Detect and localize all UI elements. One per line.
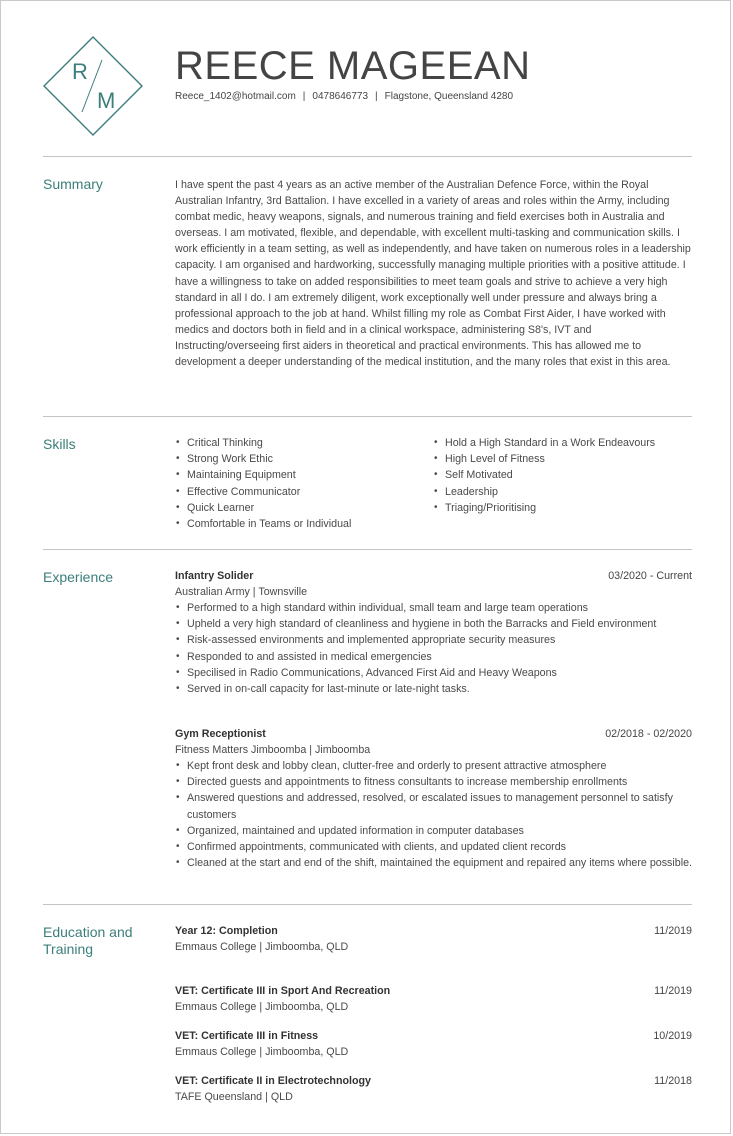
- job-duties: [175, 758, 692, 871]
- institution: TAFE Queensland | QLD: [175, 1091, 293, 1103]
- duty-item: • Performed to a high standard within individual, small team and large team operations: [175, 600, 692, 616]
- duty-item: • Responded to and assisted in medical emergencies: [175, 649, 692, 665]
- contact-separator: |: [375, 91, 378, 102]
- qualification-title: VET: Certificate II in Electrotechnology: [175, 1075, 371, 1087]
- qualification-title: VET: Certificate III in Fitness: [175, 1030, 319, 1042]
- education-entry: [175, 923, 692, 955]
- skill-item: • High Level of Fitness: [433, 451, 655, 467]
- qualification-date: 11/2018: [654, 1075, 692, 1087]
- section-divider: [43, 156, 692, 157]
- monogram-last-letter: M: [97, 88, 116, 113]
- skills-list-right: [433, 435, 655, 516]
- summary-text: I have spent the past 4 years as an active member of the Australian Defence Force, within the Royal Australian Infantry, 3rd Battalion. I have excelled in a variety of areas and roles within the Army, including combat medic, heavy weapons, signals, and numerous training and field exercises both in Australia and overseas. I am motivated, flexible, and dependable, with excellent multi-tasking and communication skills. I work efficiently in a team setting, as well as independently, and have taken on numerous roles in a leadership capacity. I am organised and hardworking, successfully managing multiple priorities with a positive attitude. I have a willingness to take on added responsibilities to meet team goals and strive to achieve a very high standard in all I do. I am extremely diligent, work exceptionally well under pressure and always bring a professional approach to the job at hand. Whilst filling my role as Combat First Aider, I have worked with medics and doctors both in field and in a clinical workspace, administering S8's, IVT and Instructing/overseeing first aiders in theoretical and practical environments. This has allowed me to development a deeper understanding of the medical institution, and the many roles that exist in this area.: [175, 179, 691, 369]
- skill-item: • Leadership: [433, 484, 655, 500]
- experience-heading: Experience: [43, 569, 114, 585]
- institution: Emmaus College | Jimboomba, QLD: [175, 941, 349, 953]
- job-dates: 02/2018 - 02/2020: [605, 728, 692, 740]
- section-divider: [43, 904, 692, 905]
- phone-number[interactable]: 0478646773: [312, 91, 369, 102]
- qualification-title: Year 12: Completion: [175, 925, 278, 937]
- duty-item: • Served in on-call capacity for last-minute or late-night tasks.: [175, 681, 692, 697]
- monogram-first-letter: R: [72, 59, 88, 84]
- skill-item: • Maintaining Equipment: [175, 467, 351, 483]
- job-duties: [175, 600, 692, 697]
- skill-item: • Strong Work Ethic: [175, 451, 351, 467]
- education-entry: [175, 983, 692, 1015]
- contact-separator: |: [302, 91, 306, 102]
- email-link[interactable]: Reece_1402@hotmail.com: [175, 91, 296, 102]
- duty-item: • Risk-assessed environments and implemented appropriate security measures: [175, 632, 692, 648]
- qualification-date: 11/2019: [654, 925, 692, 937]
- institution: Emmaus College | Jimboomba, QLD: [175, 1046, 349, 1058]
- education-heading: Education and Training: [43, 924, 133, 957]
- education-entry: [175, 1028, 692, 1060]
- summary-heading: Summary: [43, 176, 103, 192]
- duty-item: • Kept front desk and lobby clean, clutter-free and orderly to present attractive atmosphere: [175, 758, 692, 774]
- job-title: Gym Receptionist: [175, 728, 266, 740]
- skill-item: • Triaging/Prioritising: [433, 500, 655, 516]
- candidate-name: REECE MAGEEAN: [175, 44, 531, 88]
- location: Flagstone, Queensland 4280: [384, 91, 514, 102]
- duty-item: • Confirmed appointments, communicated with clients, and updated client records: [175, 839, 692, 855]
- duty-item: • Cleaned at the start and end of the shift, maintained the equipment and repaired any items where possible.: [175, 855, 692, 871]
- education-entry: [175, 1073, 692, 1105]
- skills-list-left: [175, 435, 351, 532]
- qualification-title: VET: Certificate III in Sport And Recreation: [175, 985, 391, 997]
- job-dates: 03/2020 - Current: [608, 570, 692, 582]
- duty-item: • Answered questions and addressed, resolved, or escalated issues to management personnel to satisfy customers: [175, 790, 692, 822]
- skill-item: • Critical Thinking: [175, 435, 351, 451]
- institution: Emmaus College | Jimboomba, QLD: [175, 1001, 349, 1013]
- contact-line: [175, 91, 513, 102]
- section-divider: [43, 549, 692, 550]
- section-divider: [43, 416, 692, 417]
- job-entry: [175, 568, 692, 697]
- skill-item: • Effective Communicator: [175, 484, 351, 500]
- skill-item: • Quick Learner: [175, 500, 351, 516]
- duty-item: • Directed guests and appointments to fitness consultants to increase membership enrollments: [175, 774, 692, 790]
- job-entry: [175, 726, 692, 871]
- job-employer: Australian Army | Townsville: [175, 586, 308, 598]
- qualification-date: 10/2019: [653, 1030, 692, 1042]
- monogram-logo: [42, 35, 144, 137]
- job-employer: Fitness Matters Jimboomba | Jimboomba: [175, 744, 371, 756]
- job-title: Infantry Solider: [175, 570, 254, 582]
- qualification-date: 11/2019: [654, 985, 692, 997]
- duty-item: • Organized, maintained and updated information in computer databases: [175, 823, 692, 839]
- skill-item: • Comfortable in Teams or Individual: [175, 516, 351, 532]
- skill-item: • Hold a High Standard in a Work Endeavours: [433, 435, 655, 451]
- duty-item: • Upheld a very high standard of cleanliness and hygiene in both the Barracks and Field environment: [175, 616, 692, 632]
- skills-heading: Skills: [43, 436, 76, 452]
- duty-item: • Specilised in Radio Communications, Advanced First Aid and Heavy Weapons: [175, 665, 692, 681]
- skill-item: • Self Motivated: [433, 467, 655, 483]
